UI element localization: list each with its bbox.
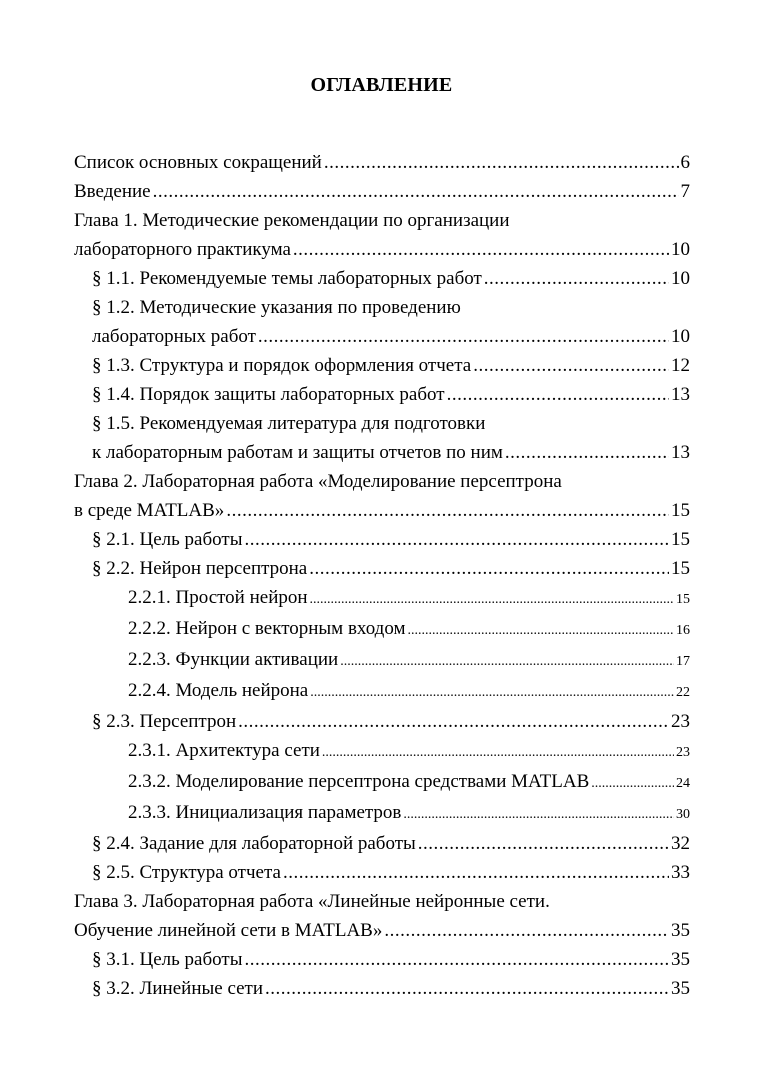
toc-entry-title-line: § 1.2. Методические указания по проведению (92, 297, 461, 318)
toc-entry-text: лабораторного практикума (74, 239, 291, 260)
toc-entry-text: к лабораторным работам и защиты отчетов по ним (92, 442, 503, 463)
toc-page-number: 15 (671, 558, 690, 579)
toc-entry[interactable] (74, 645, 690, 676)
dot-leader (265, 974, 669, 1003)
toc-entry-text: § 2.5. Структура отчета (92, 862, 281, 883)
dot-leader (408, 616, 675, 645)
toc-page-number: 32 (671, 833, 690, 854)
toc-entry-text: § 2.4. Задание для лабораторной работы (92, 833, 416, 854)
toc-entry[interactable] (74, 974, 690, 1003)
toc-page-number: 15 (676, 592, 690, 607)
dot-leader (418, 829, 669, 858)
toc-entry[interactable] (74, 206, 690, 264)
dot-leader (244, 945, 669, 974)
toc-entry-text: 2.2.4. Модель нейрона (128, 680, 309, 701)
dot-leader (244, 525, 669, 554)
dot-leader (238, 707, 669, 736)
toc-entry-title-line: Глава 3. Лабораторная работа «Линейные нейронные сети. (74, 891, 550, 912)
toc-entry-text: Обучение линейной сети в MATLAB» (74, 920, 383, 941)
toc-entry[interactable] (74, 177, 690, 206)
dot-leader (473, 351, 669, 380)
dot-leader (258, 322, 669, 351)
toc-page-number: 17 (676, 654, 690, 669)
toc-entry-text: § 1.4. Порядок защиты лабораторных работ (92, 384, 445, 405)
toc-page-number: 12 (671, 355, 690, 376)
toc-page-number: 13 (671, 442, 690, 463)
toc-page-number: 33 (671, 862, 690, 883)
toc-page-number: 30 (676, 807, 690, 822)
toc-entry[interactable] (74, 829, 690, 858)
dot-leader (384, 916, 669, 945)
toc-entry-text: 2.2.3. Функции активации (128, 649, 339, 670)
toc-entry[interactable] (74, 707, 690, 736)
toc-entry-text: 2.3.3. Инициализация параметров (128, 802, 402, 823)
toc-entry[interactable] (74, 736, 690, 767)
toc-entry[interactable] (74, 409, 690, 467)
toc-entry[interactable] (74, 467, 690, 525)
toc-entry-text: 2.2.2. Нейрон с векторным входом (128, 618, 406, 639)
toc-page-number: 23 (676, 745, 690, 760)
toc-entry-text: 2.2.1. Простой нейрон (128, 587, 308, 608)
toc-page-number: 6 (680, 152, 690, 173)
toc-page-number: 7 (680, 181, 690, 202)
dot-leader (226, 496, 669, 525)
toc-entry[interactable] (74, 351, 690, 380)
toc-entry-title-line: Глава 1. Методические рекомендации по организации (74, 210, 510, 231)
dot-leader (447, 380, 669, 409)
toc-entry[interactable] (74, 554, 690, 583)
toc-page-number: 22 (676, 685, 690, 700)
toc-entry[interactable] (74, 887, 690, 945)
toc-entry[interactable] (74, 945, 690, 974)
toc-entry-text: § 1.3. Структура и порядок оформления отчета (92, 355, 472, 376)
page-title: ОГЛАВЛЕНИЕ (310, 74, 453, 96)
dot-leader (340, 647, 674, 676)
dot-leader (310, 678, 674, 707)
toc-entry[interactable] (74, 676, 690, 707)
toc-entry-title-line: Глава 2. Лабораторная работа «Моделирование персептрона (74, 471, 562, 492)
toc-entry[interactable] (74, 148, 690, 177)
toc-page-number: 13 (671, 384, 690, 405)
toc-page-number: 35 (671, 920, 690, 941)
toc-entry-text: 2.3.1. Архитектура сети (128, 740, 320, 761)
toc-entry[interactable] (74, 614, 690, 645)
toc-page-number: 10 (671, 239, 690, 260)
dot-leader (324, 148, 679, 177)
toc-page-number: 35 (671, 978, 690, 999)
toc-entry-text: § 2.3. Персептрон (92, 711, 237, 732)
toc-entry[interactable] (74, 583, 690, 614)
dot-leader (293, 235, 669, 264)
toc-entry-text: § 2.1. Цель работы (92, 529, 243, 550)
toc-entry-text: лабораторных работ (92, 326, 256, 347)
toc-entry[interactable] (74, 264, 690, 293)
toc-page-number: 23 (671, 711, 690, 732)
toc-entry-title-line: § 1.5. Рекомендуемая литература для подготовки (92, 413, 486, 434)
dot-leader (484, 264, 669, 293)
toc-entry[interactable] (74, 525, 690, 554)
dot-leader (309, 554, 669, 583)
toc-page-number: 24 (676, 776, 690, 791)
toc-entry[interactable] (74, 767, 690, 798)
dot-leader (153, 177, 679, 206)
dot-leader (310, 585, 674, 614)
toc-entry-text: Список основных сокращений (74, 152, 322, 173)
toc-page-number: 15 (671, 529, 690, 550)
dot-leader (283, 858, 669, 887)
toc-entry-text: в среде MATLAB» (74, 500, 225, 521)
toc-page-number: 10 (671, 268, 690, 289)
dot-leader (322, 738, 674, 767)
toc-entry-text: § 3.2. Линейные сети (92, 978, 264, 999)
toc-page-number: 15 (671, 500, 690, 521)
toc-entry-text: § 2.2. Нейрон персептрона (92, 558, 308, 579)
toc-entry-text: § 3.1. Цель работы (92, 949, 243, 970)
table-of-contents (74, 148, 690, 1003)
toc-entry-text: Введение (74, 181, 151, 202)
dot-leader (403, 800, 674, 829)
toc-entry[interactable] (74, 798, 690, 829)
toc-page-number: 35 (671, 949, 690, 970)
toc-entry[interactable] (74, 380, 690, 409)
toc-page-number: 16 (676, 623, 690, 638)
dot-leader (505, 438, 669, 467)
toc-entry-text: 2.3.2. Моделирование персептрона средствами MATLAB (128, 771, 590, 792)
toc-entry[interactable] (74, 293, 690, 351)
toc-page-number: 10 (671, 326, 690, 347)
dot-leader (591, 769, 674, 798)
toc-entry-text: § 1.1. Рекомендуемые темы лабораторных работ (92, 268, 482, 289)
toc-entry[interactable] (74, 858, 690, 887)
